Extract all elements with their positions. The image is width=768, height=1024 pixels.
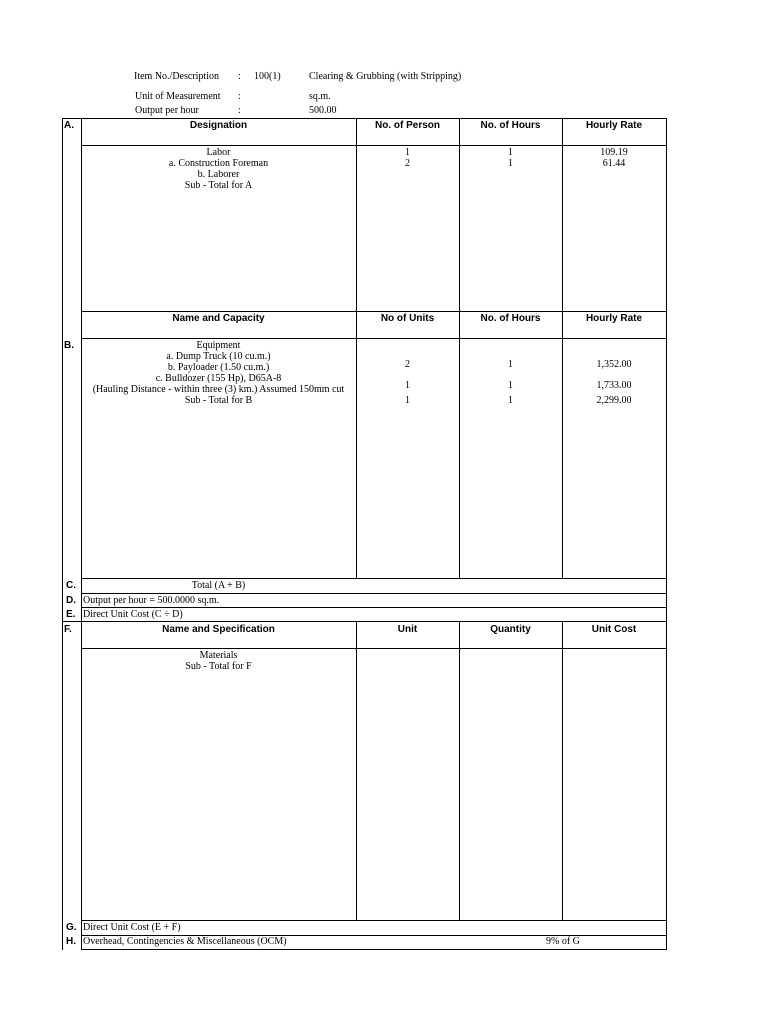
item-label: Item No./Description: [134, 71, 219, 82]
text-line: Sub - Total for A: [184, 180, 253, 191]
hours-column: [459, 147, 562, 169]
output-value: 500.00: [309, 105, 337, 116]
rate-column: [562, 147, 666, 169]
value-cell: 2,299.00: [596, 395, 632, 406]
output-colon: :: [238, 105, 241, 116]
grid-line: [81, 607, 667, 608]
unit-colon: :: [238, 91, 241, 102]
text-line: (Hauling Distance - within three (3) km.) Assumed 150mm cut: [92, 384, 345, 395]
output-label: Output per hour: [135, 105, 199, 116]
ocm-label: Overhead, Contingencies & Miscellaneous (OCM): [83, 936, 287, 947]
row-letter: D.: [66, 595, 76, 606]
equipment-description: [81, 340, 356, 406]
grid-line: [356, 621, 357, 921]
value-cell: 1,352.00: [596, 359, 632, 370]
value-cell: 1: [508, 380, 513, 391]
item-number: 100(1): [254, 71, 281, 82]
grid-line: [459, 621, 460, 921]
value-cell: 1: [405, 147, 410, 158]
grid-line: [356, 118, 357, 579]
direct-unit-cost-ef: Direct Unit Cost (E + F): [83, 922, 181, 933]
value-cell: 1: [508, 395, 513, 406]
text-line: b. Payloader (1.50 cu.m.): [167, 362, 270, 373]
grid-line: [62, 118, 63, 950]
column-header: Name and Specification: [162, 624, 275, 635]
text-line: Sub - Total for B: [184, 395, 253, 406]
persons-column: [356, 147, 459, 169]
column-header: Unit Cost: [591, 624, 637, 635]
column-header: No. of Hours: [480, 120, 541, 131]
column-header: Quantity: [490, 624, 531, 635]
grid-line: [62, 621, 667, 622]
value-cell: 1: [405, 395, 410, 406]
labor-description: [81, 147, 356, 191]
value-cell: 109.19: [600, 147, 628, 158]
grid-line: [81, 578, 667, 579]
grid-line: [562, 118, 563, 579]
text-line: c. Bulldozer (155 Hp), D65A-8: [155, 373, 282, 384]
value-cell: 1,733.00: [596, 380, 632, 391]
text-line: Sub - Total for F: [185, 661, 252, 672]
text-line: a. Construction Foreman: [168, 158, 269, 169]
value-cell: 1: [508, 158, 513, 169]
grid-line: [666, 118, 667, 950]
grid-line: [81, 593, 667, 594]
grid-line: [81, 949, 667, 950]
row-letter: G.: [66, 922, 77, 933]
column-header: Unit: [397, 624, 418, 635]
value-cell: 61.44: [602, 158, 626, 169]
column-header: No. of Person: [374, 120, 440, 131]
text-line: Labor: [206, 147, 231, 158]
text-line: b. Laborer: [197, 169, 240, 180]
unit-value: sq.m.: [309, 91, 331, 102]
value-cell: 1: [508, 359, 513, 370]
text-line: a. Dump Truck (10 cu.m.): [166, 351, 271, 362]
row-letter: H.: [66, 936, 76, 947]
row-letter: E.: [66, 609, 76, 620]
grid-line: [81, 920, 667, 921]
row-letter: C.: [66, 580, 76, 591]
value-cell: 2: [405, 359, 410, 370]
text-line: Materials: [199, 650, 238, 661]
column-header: Hourly Rate: [585, 120, 643, 131]
item-description: Clearing & Grubbing (with Stripping): [309, 71, 462, 82]
column-header: Hourly Rate: [585, 313, 643, 324]
grid-line: [459, 118, 460, 579]
text-line: Equipment: [196, 340, 241, 351]
direct-unit-cost-ce: Direct Unit Cost (C ÷ D): [83, 609, 183, 620]
value-cell: 1: [405, 380, 410, 391]
grid-line: [81, 118, 82, 950]
column-header: No. of Hours: [480, 313, 541, 324]
grid-line: [81, 145, 667, 146]
materials-description: [81, 650, 356, 672]
value-cell: 1: [508, 147, 513, 158]
grid-line: [81, 311, 667, 312]
grid-line: [62, 118, 667, 119]
column-header: Designation: [189, 120, 248, 131]
grid-line: [81, 648, 667, 649]
output-per-hour: Output per hour = 500.0000 sq.m.: [83, 595, 220, 606]
value-cell: 2: [405, 158, 410, 169]
column-header: No of Units: [380, 313, 435, 324]
unit-label: Unit of Measurement: [135, 91, 221, 102]
grid-line: [562, 621, 563, 921]
total-a-b: Total (A + B): [191, 580, 246, 591]
section-letter: A.: [64, 120, 74, 131]
item-colon: :: [238, 71, 241, 82]
section-letter: F.: [64, 624, 72, 635]
section-letter: B.: [64, 340, 74, 351]
column-header: Name and Capacity: [172, 313, 265, 324]
grid-line: [81, 338, 667, 339]
ocm-value: 9% of G: [546, 936, 580, 947]
